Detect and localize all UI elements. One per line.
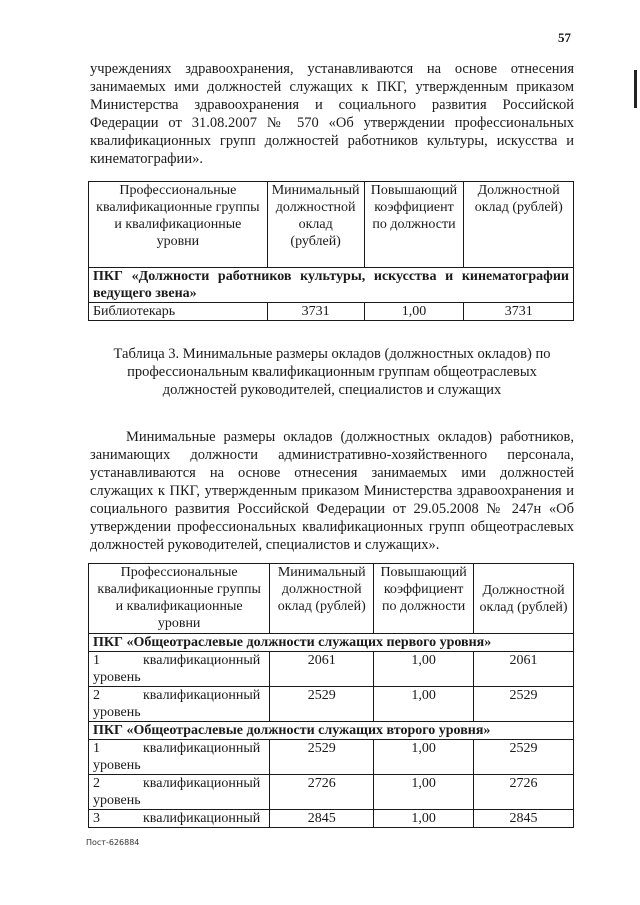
coefficient-value: 1,00 <box>374 810 474 828</box>
table-row <box>89 775 574 810</box>
group-title: ПКГ «Общеотраслевые должности служащих первого уровня» <box>89 634 574 652</box>
table-group-row <box>89 268 574 303</box>
coefficient-value: 1,00 <box>364 303 464 321</box>
level-cell <box>89 687 270 722</box>
table-row <box>89 652 574 687</box>
level-text: квалификационный уровень <box>93 688 261 720</box>
level-text: квалификационный уровень <box>93 653 261 685</box>
group-title: ПКГ «Должности работников культуры, искусства и кинематографии ведущего звена» <box>89 268 574 303</box>
level-text: квалификационный уровень <box>93 741 261 773</box>
paragraph-intro: учреждениях здравоохранения, устанавливаются на основе отнесения занимаемых ими должностей служащих к ПКГ, утвержденным приказом Министерства здравоохранения и социального развития Российской Федерации от 31.08.2007 № 570 «Об утверждении профессиональных квалификационных групп должностей работников культуры, искусства и кинематографии». <box>90 61 574 167</box>
level-number: 1 <box>93 653 100 668</box>
salary-value: 2845 <box>474 810 574 828</box>
min-salary-value: 2529 <box>270 687 374 722</box>
table-row <box>89 687 574 722</box>
position-name: Библиотекарь <box>89 303 268 321</box>
group-title: ПКГ «Общеотраслевые должности служащих второго уровня» <box>89 722 574 740</box>
salary-value: 3731 <box>464 303 574 321</box>
salary-value: 2529 <box>474 687 574 722</box>
footer-code: Пост-626884 <box>86 838 140 847</box>
header-groups: Профессиональные квалификационные группы и квалификационные уровни <box>89 564 270 634</box>
header-min-salary: Минимальный должностной оклад (рублей) <box>270 564 374 634</box>
table-culture-positions <box>88 181 574 321</box>
level-number: 2 <box>93 688 100 703</box>
level-number: 1 <box>93 741 100 756</box>
table-header-row <box>89 564 574 634</box>
margin-mark <box>634 70 637 108</box>
level-cell <box>89 775 270 810</box>
coefficient-value: 1,00 <box>374 687 474 722</box>
coefficient-value: 1,00 <box>374 652 474 687</box>
level-number: 3 <box>93 811 100 826</box>
table-group-row <box>89 722 574 740</box>
table-row <box>89 303 574 321</box>
table-row <box>89 740 574 775</box>
level-text: квалификационный уровень <box>93 776 261 808</box>
table3-caption: Таблица 3. Минимальные размеры окладов (должностных окладов) по профессиональным квалификационным группам общеотраслевых должностей руководителей, специалистов и служащих <box>113 346 551 398</box>
table-header-row <box>89 182 574 268</box>
coefficient-value: 1,00 <box>374 775 474 810</box>
header-groups: Профессиональные квалификационные группы и квалификационные уровни <box>89 182 268 268</box>
level-number: 2 <box>93 776 100 791</box>
coefficient-value: 1,00 <box>374 740 474 775</box>
min-salary-value: 2529 <box>270 740 374 775</box>
min-salary-value: 3731 <box>267 303 364 321</box>
level-cell <box>89 652 270 687</box>
paragraph-admin: Минимальные размеры окладов (должностных окладов) работников, занимающих должности административно-хозяйственного персонала, устанавливаются на основе отнесения занимаемых ими должностей служащих к ПКГ, утвержденным приказом Министерства здравоохранения и социального развития Российской Федерации от 29.05.2008 № 247н «Об утверждении профессиональных квалификационных групп общеотраслевых должностей руководителей, специалистов и служащих». <box>90 429 574 553</box>
page-number: 57 <box>558 30 571 45</box>
header-min-salary: Минимальный должностной оклад (рублей) <box>267 182 364 268</box>
header-coefficient: Повышающий коэффициент по должности <box>364 182 464 268</box>
table-row <box>89 810 574 828</box>
min-salary-value: 2845 <box>270 810 374 828</box>
table-group-row <box>89 634 574 652</box>
level-cell <box>89 740 270 775</box>
header-salary: Должностной оклад (рублей) <box>474 564 574 634</box>
table-general-positions <box>88 563 574 828</box>
header-salary: Должностной оклад (рублей) <box>464 182 574 268</box>
salary-value: 2726 <box>474 775 574 810</box>
min-salary-value: 2726 <box>270 775 374 810</box>
level-text: квалификационный <box>143 811 261 826</box>
salary-value: 2529 <box>474 740 574 775</box>
min-salary-value: 2061 <box>270 652 374 687</box>
header-coefficient: Повышающий коэффициент по должности <box>374 564 474 634</box>
salary-value: 2061 <box>474 652 574 687</box>
level-cell <box>89 810 270 828</box>
